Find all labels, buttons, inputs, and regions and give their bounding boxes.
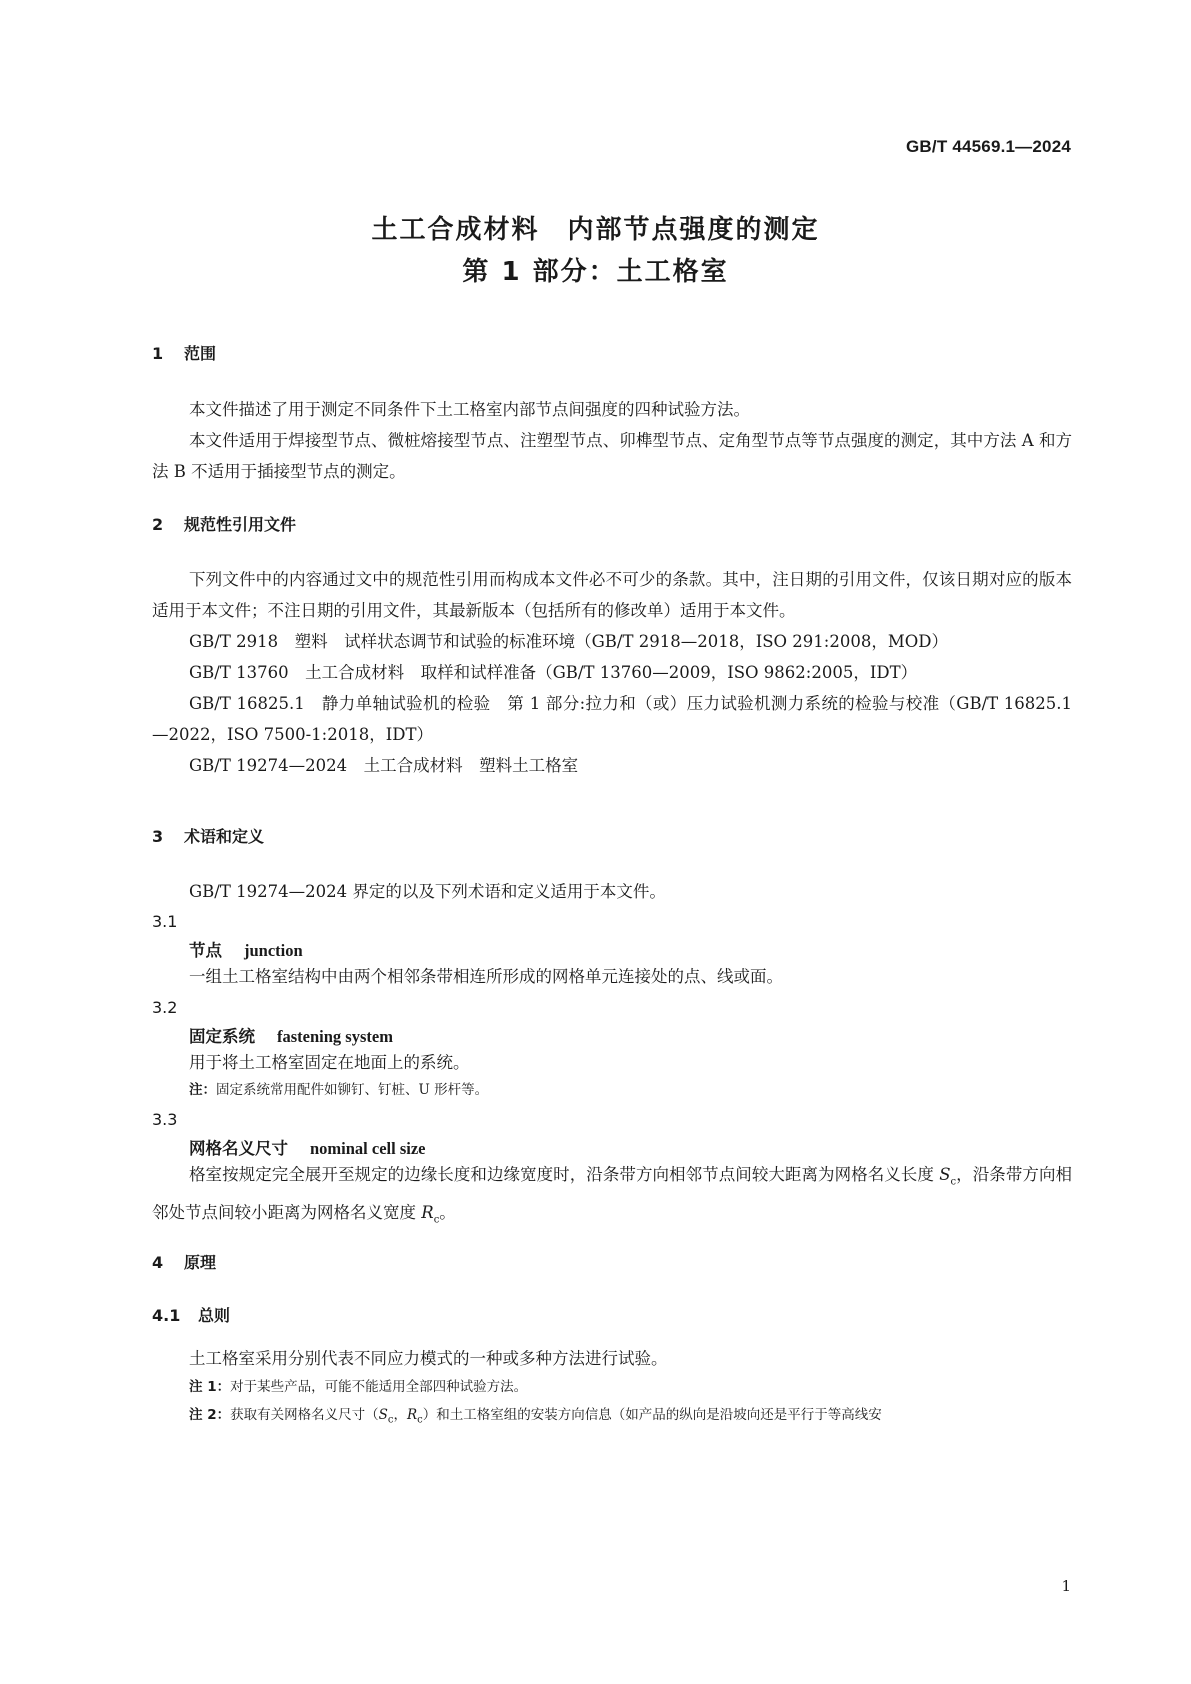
paragraph: 本文件适用于焊接型节点、微桩熔接型节点、注塑型节点、卯榫型节点、定角型节点等节点强度的测定，其中方法 A 和方法 B 不适用于插接型节点的测定。: [152, 431, 1072, 481]
page-number: 1: [1061, 1577, 1071, 1595]
section-number: 2: [152, 515, 164, 534]
document-title-line2: 第 1 部分：土工格室: [462, 257, 729, 287]
term-zh: 网格名义尺寸: [189, 1139, 288, 1158]
term-entry: [152, 1023, 1072, 1047]
note-text: 对于某些产品，可能不能适用全部四种试验方法。: [230, 1379, 528, 1395]
clause-number: 3.2: [152, 998, 178, 1017]
section-title: 规范性引用文件: [184, 515, 297, 534]
subsection-4-1-heading: [152, 1303, 1072, 1326]
subsection-number: 4.1: [152, 1306, 181, 1325]
normative-reference: GB/T 19274—2024 土工合成材料 塑料土工格室: [189, 756, 579, 775]
normative-reference: GB/T 13760 土工合成材料 取样和试样准备（GB/T 13760—2009，ISO 9862:2005，IDT）: [189, 663, 918, 682]
section-1-body: [152, 394, 1072, 487]
section-4-body: [152, 1343, 1072, 1436]
section-number: 4: [152, 1253, 164, 1272]
term-entry: [152, 1135, 1072, 1159]
term-zh: 节点: [189, 941, 222, 960]
document-title-line1: 土工合成材料 内部节点强度的测定: [371, 215, 820, 245]
term-zh: 固定系统: [189, 1027, 255, 1046]
note-label: 注 1：: [189, 1379, 231, 1395]
section-2-heading: [152, 512, 1072, 535]
section-3-intro: [152, 876, 1072, 907]
clause-number: 3.1: [152, 912, 178, 931]
symbol-s: S: [939, 1165, 951, 1184]
section-4-heading: [152, 1250, 1072, 1273]
term-en: nominal cell size: [310, 1139, 426, 1158]
normative-reference: GB/T 16825.1 静力单轴试验机的检验 第 1 部分:拉力和（或）压力试验机测力系统的检验与校准（GB/T 16825.1—2022，ISO 7500-1:2018，IDT）: [152, 694, 1072, 744]
section-1-heading: [152, 341, 1072, 364]
standard-code: GB/T 44569.1—2024: [906, 137, 1071, 156]
note-label: 注 2：: [189, 1407, 231, 1423]
section-title: 范围: [184, 344, 217, 363]
clause-number: 3.3: [152, 1110, 178, 1129]
section-title: 原理: [184, 1253, 217, 1272]
section-number: 1: [152, 344, 164, 363]
paragraph: GB/T 19274—2024 界定的以及下列术语和定义适用于本文件。: [189, 882, 666, 901]
term-entry: [152, 937, 1072, 961]
normative-reference: GB/T 2918 塑料 试样状态调节和试验的标准环境（GB/T 2918—2018，ISO 291:2008，MOD）: [189, 632, 948, 651]
paragraph: 本文件描述了用于测定不同条件下土工格室内部节点间强度的四种试验方法。: [189, 400, 750, 419]
note-label: 注：: [189, 1082, 216, 1098]
term-en: fastening system: [277, 1027, 393, 1046]
term-en: junction: [244, 941, 303, 960]
section-2-body: [152, 564, 1072, 781]
paragraph: 下列文件中的内容通过文中的规范性引用而构成本文件必不可少的条款。其中，注日期的引用文件，仅该日期对应的版本适用于本文件；不注日期的引用文件，其最新版本（包括所有的修改单）适用于本文件。: [152, 570, 1072, 620]
term-definition: 用于将土工格室固定在地面上的系统。: [189, 1053, 470, 1072]
note-text: 固定系统常用配件如铆钉、钉桩、U 形杆等。: [216, 1082, 489, 1098]
note-1: [152, 1374, 1072, 1400]
section-3-heading: [152, 824, 1072, 847]
subsection-title: 总则: [198, 1306, 231, 1325]
term-definition: 一组土工格室结构中由两个相邻条带相连所形成的网格单元连接处的点、线或面。: [189, 967, 783, 986]
paragraph: 土工格室采用分别代表不同应力模式的一种或多种方法进行试验。: [189, 1349, 668, 1368]
note-2: 注 2：获取有关网格名义尺寸（$S_c$，$R_c$）和土工格室组的安装方向信息（如产品的纵向是沿坡向还是平行于等高线安: [189, 1407, 882, 1426]
clause-3-2: [152, 998, 1072, 1098]
section-title: 术语和定义: [184, 827, 265, 846]
symbol-r: R: [421, 1203, 434, 1223]
clause-3-3: [152, 1110, 1072, 1236]
term-note: [152, 1078, 1072, 1098]
term-definition: 格室按规定完全展开至规定的边缘长度和边缘宽度时，沿条带方向相邻节点间较大距离为网格名义长度 $S_c$，沿条带方向相邻处节点间较小距离为网格名义宽度 $R_c$。: [152, 1165, 1072, 1226]
clause-3-1: [152, 912, 1072, 992]
section-number: 3: [152, 827, 164, 846]
